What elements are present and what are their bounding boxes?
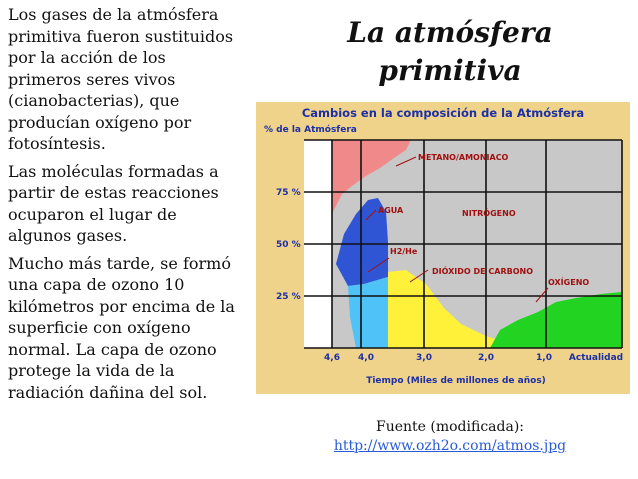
paragraph-2: Las moléculas formadas a partir de estas reacciones ocuparon el lugar de algunos gases. [8,161,219,245]
chart-title: Cambios en la composición de la Atmósfera [301,106,585,120]
x-tick-label: 3,0 [416,353,432,363]
slide-title: La atmósfera primitiva [347,16,553,87]
series-label-agua: AGUA [378,206,404,215]
text-column [8,4,240,409]
y-tick-label: 50 % [276,240,301,250]
series-h2he-area [348,277,388,348]
y-tick-label: 25 % [276,292,301,302]
atmosphere-chart [256,102,630,394]
source-credit [300,418,600,456]
series-label-co2: DIÓXIDO DE CARBONO [432,267,534,276]
series-label-co2 [432,265,533,276]
paragraph-1: Los gases de la atmósfera primitiva fueron sustituidos por la acción de los primeros seres vivos (cianobacterias), que producían oxígeno por fotosíntesis. [8,5,234,153]
x-tick-label: Actualidad [568,353,624,363]
source-link[interactable]: http://www.ozh2o.com/atmos.jpg [333,438,567,454]
y-tick-label: 75 % [276,188,301,198]
series-label-metano: METANO/AMONIACO [418,153,509,162]
x-tick-label: 4,0 [358,353,374,363]
series-label-oxigeno: OXÍGENO [548,278,590,287]
x-tick-label: 2,0 [478,353,494,363]
y-axis-label: % de la Atmósfera [264,125,357,135]
source-label: Fuente (modificada): [375,419,524,435]
series-label-nitrogeno: NITRÓGENO [462,209,516,218]
series-label-h2he: H2/He [390,247,418,256]
x-tick-label: 1,0 [536,353,552,363]
paragraph-3: Mucho más tarde, se formó una capa de ozono 10 kilómetros por encima de la superficie con oxígeno normal. La capa de ozono protege la vida de la radiación dañina del sol. [8,253,235,402]
x-axis-label: Tiempo (Miles de millones de años) [366,376,546,386]
x-tick-label: 4,6 [324,353,340,363]
